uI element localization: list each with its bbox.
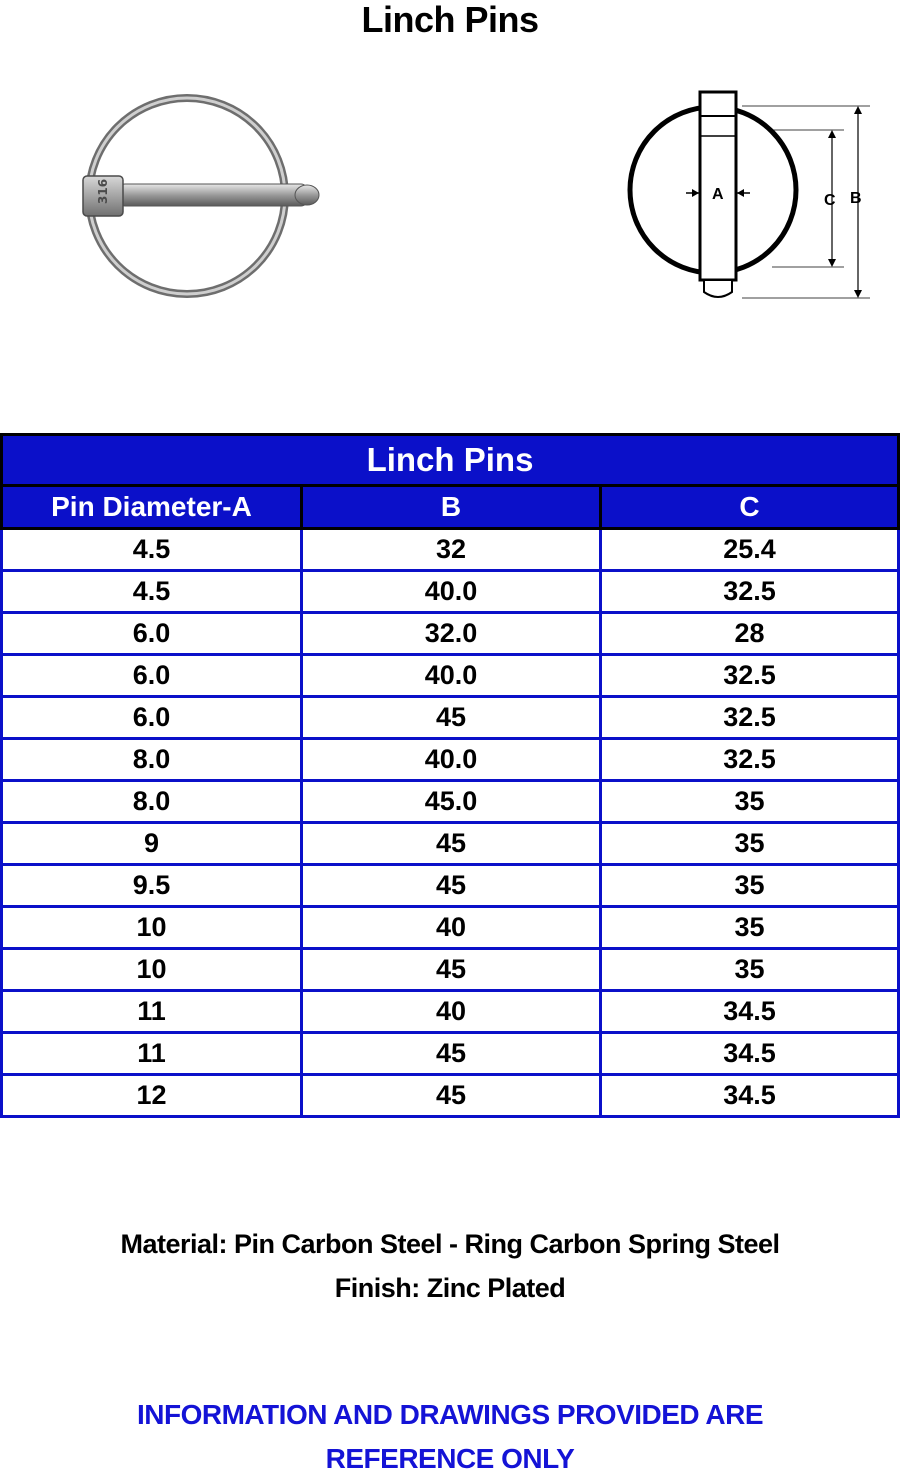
cell-b: 45.0 [301,781,600,823]
cell-b: 45 [301,1075,600,1117]
pin-stamp-text: 316 [96,178,110,204]
cell-pin-diameter: 8.0 [2,781,302,823]
dim-a-label: A [712,186,724,203]
table-row [2,991,899,1033]
cell-b: 40.0 [301,571,600,613]
cell-b: 32.0 [301,613,600,655]
cell-pin-diameter: 4.5 [2,571,302,613]
table-row [2,739,899,781]
cell-b: 45 [301,865,600,907]
cell-pin-diameter: 6.0 [2,655,302,697]
linch-pin-drawing [622,86,892,308]
table-row [2,529,899,571]
cell-b: 40 [301,991,600,1033]
cell-b: 45 [301,823,600,865]
dim-c-label: C [824,192,836,209]
page-title: Linch Pins [361,0,539,40]
cell-b: 40.0 [301,739,600,781]
cell-c: 35 [600,865,898,907]
cell-c: 35 [600,823,898,865]
cell-pin-diameter: 8.0 [2,739,302,781]
table-caption-row [2,435,899,486]
table-row [2,949,899,991]
column-header-c: C [600,486,898,529]
cell-c: 32.5 [600,655,898,697]
table-header-row [2,486,899,529]
table-row [2,613,899,655]
cell-c: 32.5 [600,571,898,613]
cell-c: 32.5 [600,739,898,781]
cell-b: 45 [301,949,600,991]
material-line: Material: Pin Carbon Steel - Ring Carbon Spring Steel [120,1229,780,1259]
cell-c: 32.5 [600,697,898,739]
cell-b: 45 [301,697,600,739]
table-row [2,1075,899,1117]
cell-pin-diameter: 12 [2,1075,302,1117]
finish-line: Finish: Zinc Plated [334,1273,566,1303]
cell-pin-diameter: 9 [2,823,302,865]
cell-c: 35 [600,949,898,991]
cell-c: 25.4 [600,529,898,571]
cell-pin-diameter: 11 [2,991,302,1033]
cell-b: 32 [301,529,600,571]
cell-c: 35 [600,907,898,949]
column-header-pin-diameter: Pin Diameter-A [2,486,302,529]
table-row [2,655,899,697]
table-row [2,823,899,865]
cell-c: 28 [600,613,898,655]
cell-pin-diameter: 6.0 [2,697,302,739]
drawing-pin-tip [704,280,732,297]
cell-pin-diameter: 9.5 [2,865,302,907]
cell-b: 40.0 [301,655,600,697]
cell-c: 34.5 [600,1033,898,1075]
pin-tip [295,185,319,205]
table-row [2,865,899,907]
cell-pin-diameter: 4.5 [2,529,302,571]
cell-c: 34.5 [600,991,898,1033]
table-row [2,907,899,949]
spec-table [0,433,900,1118]
disclaimer-line-1: INFORMATION AND DRAWINGS PROVIDED ARE [136,1399,764,1430]
cell-b: 45 [301,1033,600,1075]
cell-pin-diameter: 10 [2,907,302,949]
table-row [2,571,899,613]
column-header-b: B [301,486,600,529]
material-info [0,1222,900,1310]
cell-pin-diameter: 10 [2,949,302,991]
cell-c: 34.5 [600,1075,898,1117]
cell-c: 35 [600,781,898,823]
cell-pin-diameter: 6.0 [2,613,302,655]
cell-pin-diameter: 11 [2,1033,302,1075]
table-row [2,697,899,739]
table-row [2,781,899,823]
cell-b: 40 [301,907,600,949]
linch-pin-photo [75,90,335,305]
disclaimer-line-2: REFERENCE ONLY [325,1443,575,1474]
table-row [2,1033,899,1075]
pin-shaft [119,184,307,206]
table-caption: Linch Pins [2,435,899,486]
dim-b-label: B [850,190,862,207]
